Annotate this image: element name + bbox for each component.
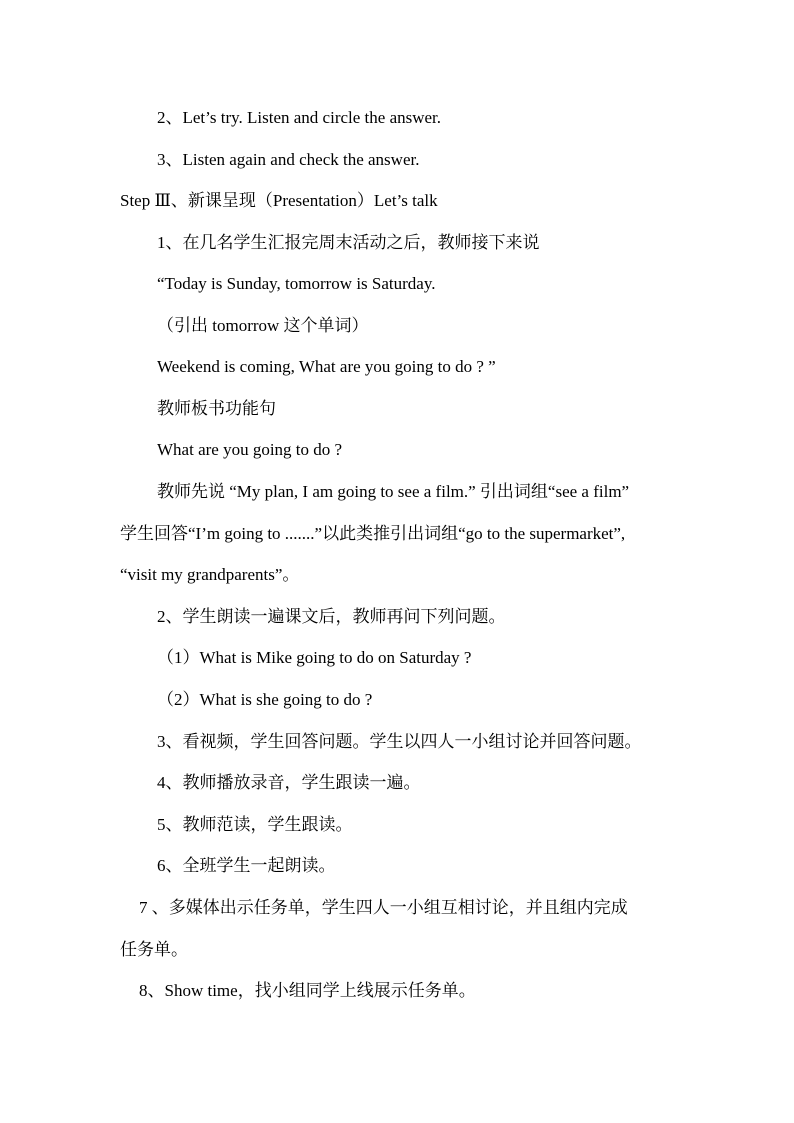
text-line-step7: 7 、多媒体出示任务单，学生四人一小组互相讨论，并且组内完成 [139, 898, 628, 917]
text-line-question2: （2）What is she going to do ? [157, 690, 373, 709]
text-line-step8: 8、Show time，找小组同学上线展示任务单。 [139, 981, 476, 1000]
text-line-student-answer: 学生回答“I’m going to .......”以此类推引出词组“go to the supermarket”, [120, 524, 626, 543]
text-line-board-sentence: 教师板书功能句 [157, 399, 276, 418]
text-line-step2: 2、学生朗读一遍课文后，教师再问下列问题。 [157, 607, 506, 626]
text-line-introduce-tomorrow: （引出 tomorrow 这个单词） [157, 316, 369, 335]
text-line-step6: 6、全班学生一起朗读。 [157, 856, 336, 875]
text-line-step5: 5、教师范读，学生跟读。 [157, 815, 353, 834]
text-line-step1: 1、在几名学生汇报完周末活动之后，教师接下来说 [157, 233, 540, 252]
section-heading-step3: Step Ⅲ、新课呈现（Presentation）Let’s talk [120, 191, 438, 210]
text-line-question1: （1）What is Mike going to do on Saturday ? [157, 648, 472, 667]
text-line-listen-again: 3、Listen again and check the answer. [157, 150, 420, 169]
text-line-teacher-plan: 教师先说 “My plan, I am going to see a film.” 引出词组“see a film” [157, 482, 630, 501]
text-line-today-sunday: “Today is Sunday, tomorrow is Saturday. [157, 274, 436, 293]
text-line-what-going: What are you going to do ? [157, 440, 343, 459]
text-line-step3: 3、看视频，学生回答问题。学生以四人一小组讨论并回答问题。 [157, 732, 642, 751]
text-line-weekend-coming: Weekend is coming, What are you going to do ? ” [157, 357, 496, 376]
text-line-step4: 4、教师播放录音，学生跟读一遍。 [157, 773, 421, 792]
text-line-step7-continued: 任务单。 [120, 940, 188, 959]
text-line-try-listen: 2、Let’s try. Listen and circle the answer. [157, 108, 442, 127]
text-line-visit-grandparents: “visit my grandparents”。 [120, 565, 300, 584]
